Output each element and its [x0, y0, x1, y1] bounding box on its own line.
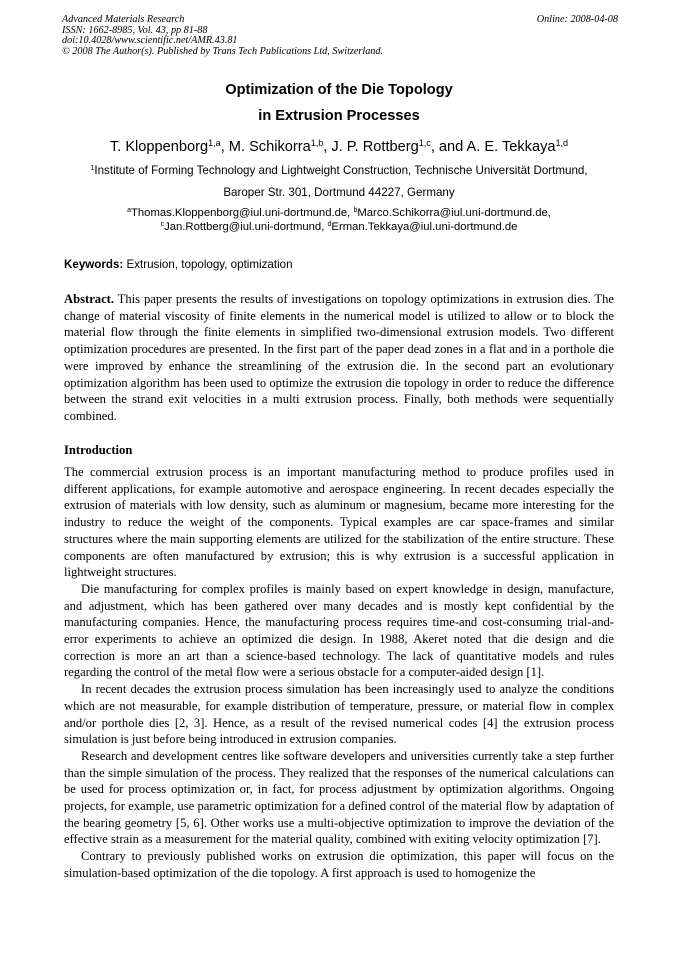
paragraph: Die manufacturing for complex profiles is mainly based on expert knowledge in design, manufacture, and adjustment, which has been gathered over many decades and is mostly kept confidential by the manufacturing companies. Hence, the manufacturing process requires time-and cost-consuming trial-and-error experiments to achieve an optimized die design. In 1988, Akeret noted that die design and die correction is more an art than a science-based technology. The lack of quantitative models and rules regarding the control of the metal flow were a serious obstacle for a computer-aided design [1]. — [64, 581, 614, 680]
author-name: T. Kloppenborg — [109, 139, 209, 155]
author-separator: , and — [430, 139, 467, 155]
author-name: M. Schikorra — [228, 139, 311, 155]
online-date: Online: 2008-04-08 — [536, 14, 618, 25]
keywords-line — [64, 258, 293, 271]
email-address: Marco.Schikorra@iul.uni-dortmund.de, — [357, 207, 551, 219]
author-list — [0, 139, 678, 155]
affiliation-line-1 — [0, 164, 678, 177]
issn-line: ISSN: 1662-8985, Vol. 43, pp 81-88 — [62, 24, 208, 36]
email-mark: d — [327, 221, 332, 229]
keywords-label: Keywords: — [64, 258, 124, 271]
email-mark: c — [160, 221, 165, 229]
doi-line: doi:10.4028/www.scientific.net/AMR.43.81 — [62, 35, 238, 47]
abstract-text: This paper presents the results of investigations on topology optimizations in extrusion dies. The change of material viscosity of finite elements in the numerical model is utilized to allow or to block the material flow through the finite elements in simplified two-dimensional extrusion models. Two different optimization procedures are presented. In the first part of the paper dead zones in a flat and in a porthole die were improved by enhance the streamlining of the extrusion die. In the second part an evolutionary optimization algorithm has been used to optimize the extrusion die topology in order to reduce the difference between the strand exit velocities in a multi extrusion process. Finally, both methods were sequentially combined. — [64, 292, 614, 423]
author-separator: , — [220, 139, 229, 155]
copyright-line: © 2008 The Author(s). Published by Trans Tech Publications Ltd, Switzerland. — [62, 45, 384, 57]
author-affiliation-mark: 1,c — [418, 138, 431, 149]
email-address: Jan.Rottberg@iul.uni-dortmund, — [164, 221, 328, 233]
author-affiliation-mark: 1,a — [208, 138, 221, 149]
email-address: Thomas.Kloppenborg@iul.uni-dortmund.de, — [130, 207, 354, 219]
paragraph: Research and development centres like software developers and universities currently take a step further than the simple simulation of the process. They realized that the responses of the numerical calculations can be used for process optimization or, in fact, for process adjustment by optimization algorithms. Ongoing projects, for example, use parametric optimization for a defined control of the material flow by adaptation of the bearing geometry [5, 6]. Other works use a multi-objective optimization to improve the deviation of the effective strain as a measurement for the material quality, combined with exiting velocity optimization [7]. — [64, 748, 614, 847]
author-affiliation-mark: 1,b — [310, 138, 324, 149]
affiliation-text: Institute of Forming Technology and Lightweight Construction, Technische Universität Dortmund, — [94, 164, 588, 177]
email-mark: b — [353, 207, 358, 215]
paragraph: The commercial extrusion process is an important manufacturing method to produce profiles used in different applications, for example automotive and aerospace engineering. In recent decades especially the extrusion of materials with low density, such as aluminum or magnesium, became more interesting for the industry to reduce the weight of the components. Typical examples are car space-frames and similar structures where the main supporting elements are utilized for the stabilization of the entire structure. These components are often manufactured by extrusion; this is why extrusion is a successful application in lightweight structures. — [64, 465, 614, 580]
paper-title-line-2: in Extrusion Processes — [258, 108, 420, 124]
paragraph: Contrary to previously published works on extrusion die optimization, this paper will focus on the simulation-based optimization of the die topology. A first approach is used to homogenize the — [64, 849, 614, 880]
affiliation-line-2: Baroper Str. 301, Dortmund 44227, Germany — [223, 186, 455, 199]
author-name: A. E. Tekkaya — [466, 139, 556, 155]
abstract — [64, 291, 614, 425]
author-separator: , — [323, 139, 332, 155]
paragraph: In recent decades the extrusion process simulation has been increasingly used to analyze the conditions which are not measurable, for example distribution of temperature, pressure, or material flow in complex and/or porthole dies [2, 3]. Hence, as a result of the revised numerical codes [4] the extrusion process simulation is just before being introduced in extrusion companies. — [64, 682, 614, 747]
affiliation-mark: 1 — [90, 163, 95, 173]
journal-header — [62, 15, 618, 57]
paper-title-line-1: Optimization of the Die Topology — [225, 82, 453, 98]
email-address: Erman.Tekkaya@iul.uni-dortmund.de — [331, 221, 518, 233]
keywords-text: Extrusion, topology, optimization — [123, 258, 293, 271]
email-line-2 — [0, 221, 678, 233]
author-affiliation-mark: 1,d — [555, 138, 569, 149]
section-heading-introduction: Introduction — [64, 443, 133, 457]
journal-name: Advanced Materials Research — [62, 14, 185, 25]
author-name: J. P. Rottberg — [331, 139, 419, 155]
email-line-1 — [0, 207, 678, 219]
introduction-body — [64, 464, 614, 882]
email-mark: a — [127, 207, 131, 215]
abstract-label: Abstract. — [64, 292, 115, 306]
